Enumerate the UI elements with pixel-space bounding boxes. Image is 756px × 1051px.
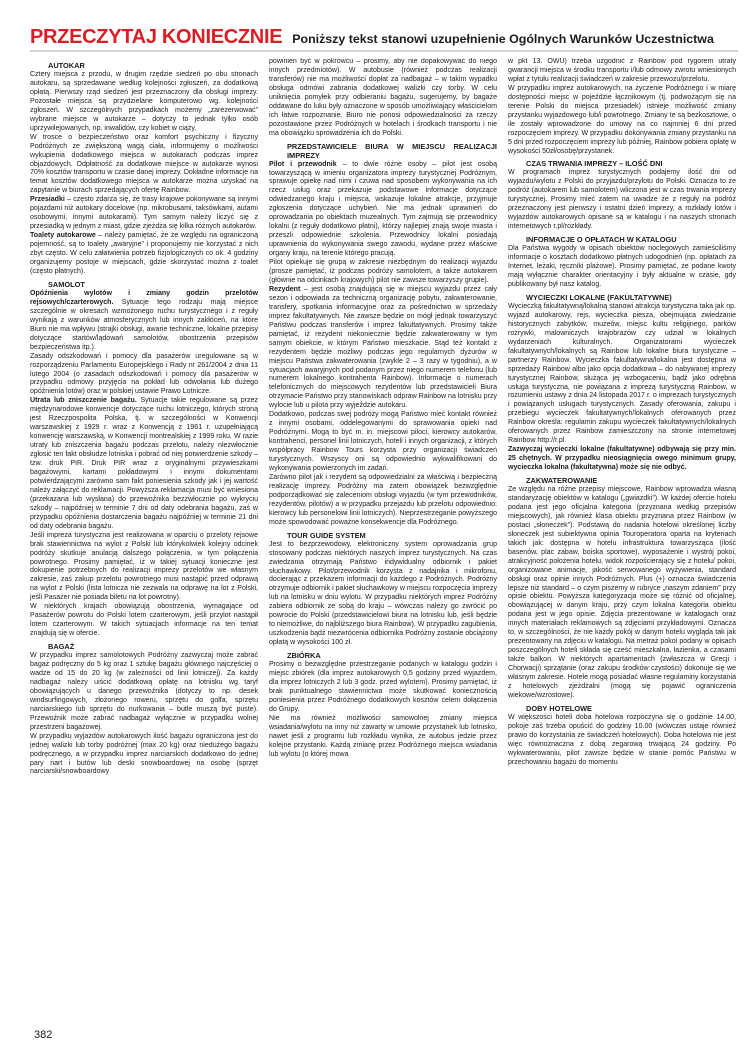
paragraph-text: W niektórych krajach obowiązują obostrzenia, wymagające od Pasażerów powrotu do Polski lotem czarterowym, jeśli przylot nastąpił lotem czarterowym. W takich sytuacjach informacje na ten temat znajdują się w ofercie. — [30, 603, 258, 638]
paragraph-text: Pilot opiekuje się grupą w zakresie niezbędnym do realizacji wyjazdu (prosze pamiętać, iż podczas podróży samolotem, a także autokarem (głównie na odcinkach krajowych) pilot nie zawsze towarzyszy grupie). — [269, 259, 497, 284]
paragraph-lead: Pilot i przewodnik — [269, 160, 337, 168]
section-heading: BAGAŻ — [48, 642, 75, 652]
page-subtitle: Poniższy tekst stanowi uzupełnienie Ogólnych Warunków Uczestnictwa — [292, 32, 714, 46]
paragraph-text: W przypadku wyjazdów autokarowych ilość bagażu ograniczona jest do jednej walizki lub torby podróżnej (max 20 kg) oraz niedużego bagażu podręcznego, a w przypadku imprez narciarskich dodatkowo do jednej pary nart i butów lub deski snowboardowej na osobę (sprzęt narciarski/snowboardowy — [30, 732, 258, 776]
column-right — [508, 58, 736, 1018]
page-title: PRZECZYTAJ KONIECZNIE — [30, 26, 283, 48]
paragraph-text: Zarówno pilot jak i rezydent są odpowiedzialni za właściwą i bezpieczną realizację imprezy. Podróżny ma zatem obowiązek bezwzględnie podporządkować się zaleceniom obsługi wyjazdu (w tym przewodników, rezydentów, pilotów) a w przypadku przejazdu lub przelotu odpowiednio: kierowcy lub personelowi linii lotniczych). Nieprzestrzeganie powyższego może spowodować poważne konsekwencje dla Podróżnego. — [269, 473, 497, 526]
paragraph-text: w pkt 13. OWU) trzeba uzgodnić z Rainbow pod rygorem utraty gwarancji miejsca w środku transportu i/lub odmowy zwrotu wniesionych wpłat z tytułu realizacji świadczeń w zakresie przewozu/przelotu. — [508, 58, 736, 83]
paragraph-text: Sytuacje tego rodzaju mają miejsce szczególnie w okresach wzmożonego ruchu turystycznego i z reguły wynikają z warunków atmosferycznych lub innych zakłóceń, na które Biuro nie ma wpływu (strajki obsługi, awarie techniczne, lokalne przepisy dotyczące startów/lądowań samolotów, obostrzenia przepisów bezpieczeństwa itp.). — [30, 298, 258, 351]
paragraph-text: Ze względu na różne przepisy miejscowe, Rainbow wprowadza własną standaryzację obiektów w katalogu („gwiazdki”). W każdej ofercie hotelu podana jest jego oficjalna kategoria (przyznana według przepisów miejscowych), jak również klasa obiektu przyznana przez Rainbow (w postaci „słoneczek”). Podstawą do nadania hotelowi określonej liczby słoneczek jest subiektywna opinia Touroperatora oparta na kryteriach takich jak: dostępna w hotelu infrastruktura towarzysząca (ilość basenów, plac zabaw, boiska sportowe), wyposażenie i wystrój pokoi, atrakcyjność położenia hotelu, widok rozpościerający się z hotelu/ pokoi, organizowane animacje, jakość serwowanego wyżywienia, standard obsługi oraz opinie innych Podróżnych. Plus (+) oznacza świadczenia lepsze niż standard – o czym piszemy w rubryce „naszym zdaniem” przy opisie obiektu. Powyższa kategoryzacja może się różnić od oficjalnej, obowiązującej w danym kraju, przy czym lokalna kategoria obiektu podana jest w jego opisie. Zdjęcia prezentowane w katalogach oraz innych materiałach reklamowych są zdjęciami przykładowymi. Oznacza to, w szczególności, że nie każdy pokój w danym hotelu wygląda tak jak prezentowany na zdjęciu w katalogu. Na metraż pokoi podany w opisach poszczególnych hoteli składa się cześć mieszkalna, łazienka, a czasami także balkon. W niektórych apartamentach (zwłaszcza w Grecji i Chorwacji) sprzątanie (oraz zakupu środków czystości) dokonuje się we własnym zakresie. Hotele mogą posiadać własne regulaminy korzystania z hotelowych zjeżdżalni (mogą się pojawić ograniczenia wiekowe/wzrostowe). — [508, 486, 736, 699]
paragraph — [30, 353, 258, 398]
paragraph-text: Wycieczką fakultatywną/lokalną stanowi atrakcja turystyczna taka jak np. wyjazd autokarowy, rejs, wycieczka piesza, obejmująca zwiedzanie historycznych zabytków, muzeów, miejsc kultu religijnego, parków rozrywki, malowniczych krajobrazów czy udział w lokalnych wydarzeniach kulturalnych. Organizatorami wycieczek fakultatywnych/lokalnych są Rainbow lub lokalne biura turystyczne – partnerzy Rainbow. Wycieczka fakultatywna/lokalna jest dostępna w sprzedaży Rainbow albo jako opcja dodatkowa – do nabywanej imprezy turystycznej Rainbow, służąca jej wzbogaceniu, bądź jako odrębna usługa turystyczna, nie powiązana z imprezą turystyczną Rainbow, w rozumieniu ustawy z dnia 24 listopada 2017 r. o imprezach turystycznych i powiązanych usługach turystycznych. Zasady oferowania, zakupu i przebiegu wycieczek fakultatywnych/lokalnych oferowanych przez Rainbow określa: regulamin zakupu wycieczek fakultatywnych/lokalnych oferowanych przez Rainbow zamieszczony na stronie internetowej Rainbow http://r.pl. — [508, 302, 736, 445]
paragraph-text: – jest osobą znajdującą się w miejscu wyjazdu przez cały sezon i odpowiada za techniczną organizację pobytu, zakwaterowanie, transfery, spotkania informacyjne oraz za pośrednictwo w sprzedaży imprez fakultatywnych. Nie zawsze będzie on mógł jednak towarzyszyć Państwu podczas transferów i imprez fakultatywnych. Prosimy także pamiętać, iż rezydent niekoniecznie będzie zakwaterowany w tym samym obiekcie, w którym Państwo mieszkacie. Stąd też kontakt z rezydentem będzie możliwy podczas jego regularnych dyżurów w miejscu Państwa zakwaterowania (zwykle 2 – 3 razy w tygodniu), a w sytuacjach awaryjnych pod podanym przez niego numerem telefonu (lub numerem lokalnego kontrahenta Rainbow). Informacje o numerach telefonicznych do miejscowych rezydentów lub przedstawicieli Biura otrzymacie Państwo przy stanowiskach odpraw Rainbow na lotnisku przy wylocie lub u pilota przy wyjeździe autokaru. — [269, 285, 497, 410]
section-heading: CZAS TRWANIA IMPREZY – ILOŚĆ DNI — [526, 159, 663, 169]
paragraph-text: W większości hoteli doba hotelowa rozpoczyna się o godzinie 14.00, pokoje zaś trzeba opuścić do godziny 10.00 (wówczas ustaje również prawo do korzystania ze świadczeń hotelowych). Doba hotelowa nie jest więc równoznaczna z dobą zegarową trwającą 24 godziny. Po wykwaterowaniu, pilot zawsze będzie w stanie pomóc Państwu w przechowaniu bagażu do momentu — [508, 713, 736, 766]
paragraph — [269, 715, 497, 760]
paragraph — [30, 532, 258, 604]
paragraph — [269, 474, 497, 528]
paragraph-lead: Przesiadki — [30, 196, 65, 204]
column-left — [30, 58, 258, 1018]
paragraph — [508, 714, 736, 768]
paragraph — [30, 652, 258, 733]
paragraph — [269, 259, 497, 286]
paragraph-text: Prosimy o bezwzględne przestrzeganie podanych w katalogu godzin i miejsc zbiórek (dla imprez autokarowych 0,5 godziny przed wyjazdem, dla imprez lotniczych 2 lub 3 godz. przed wylotem). Prosimy pamiętać, iż brak punktualnego stawiennictwa może skutkować koniecznością poniesienia przez Podróżnego dodatkowych kosztów celem dołączenia do Grupy. — [269, 661, 497, 713]
section-heading: TOUR GUIDE SYSTEM — [287, 530, 366, 540]
paragraph-lead: Opóźnienia wylotów i zmiany godzin przelotów rejsowych/czarterowych. — [30, 289, 258, 306]
section-heading: WYCIECZKI LOKALNE (FAKULTATYWNE) — [526, 292, 672, 302]
paragraph-text: Sytuacje takie regulowane są przez międzynarodowe konwencje dotyczące ruchu lotniczego, których stroną jest Rzeczpospolita Polska, tj. w szczególności w Konwencji warszawskiej z 1929 r. wraz z Konwencją z 1961 r. uzupełniającą konwencję warszawską, w Konwencji montrealskiej z 1999 roku. W razie utraty lub zniszczenia bagażu podczas przelotu, należy niezwłocznie zgłosić ten fakt obsłudze lotniska i pobrać od niej potwierdzenie szkody – tzw. druk PIR. Druk PIR wraz z oryginalnymi przywieszkami bagażowymi, kartami pokładowymi i innymi dokumentami potwierdzającymi zarówno sam fakt poniesienia szkody jak i jej wartość należy załączyć do reklamacji. Powyższa reklamacja musi być wniesiona (przekazana lub wysłana) do przewoźnika bezzwłocznie po wykryciu szkody – najpóźniej w terminie 7 dni od daty odebrania bagażu, zaś w przypadku opóźnienia dostarczenia bagażu najpóźniej w terminie 21 dni od daty odebrania bagażu. — [30, 397, 258, 530]
paragraph — [508, 169, 736, 232]
paragraph-text: Cztery miejsca z przodu, w drugim rzędzie siedzeń po obu stronach autokaru, są sprzedawane według kolejności zgłoszeń, za dodatkową opłatą. Pierwszy rząd siedzeń jest przeznaczony dla obsługi imprezy. Pozostałe miejsca są przydzielane komputerowo wg. kolejności zgłoszeń. W szczególnych przypadkach możemy „zarezerwować” wybrane miejsce w autokarze – dotyczy to jednak tylko osób uprzywilejowanych, np. inwalidów, czy kobiet w ciąży. — [30, 71, 258, 132]
paragraph-lead: Toalety autokarowe — [30, 232, 96, 240]
section-heading: DOBY HOTELOWE — [526, 703, 592, 713]
paragraph-text: W przypadku imprez autokarowych, na życzenie Podróżnego i w miarę dostępności miejsc w pojeździe łącznikowym (tj. podwożącym się na terenie Polski do miejsca przesiadek) istnieje możliwość zmiany przystanku wyjazdowego lub/i powrotnego. Zmiany te są bezkosztowe, o ile zostały wprowadzone do umowy na co najmniej 6 dni przed rozpoczęciem imprezy. W przypadku dokonywania zmiany przystanku na 5 dni przed rozpoczęciem imprezy lub później, Rainbow pobiera opłatę w wysokości 50zł/osobę/przystanek. — [508, 84, 736, 155]
paragraph — [508, 446, 736, 473]
paragraph — [508, 58, 736, 85]
section-heading: ZAKWATEROWANIE — [526, 476, 598, 486]
paragraph-text: – to dwie różne osoby – pilot jest osobą towarzyszącą w imieniu organizatora imprezy turystycznej Podróżnym, sprawuje opiekę nad nimi i czuwa nad sposobem wykonywania na ich rzecz usług oraz przekazuje podstawowe informacje dotyczące odwiedzanego kraju i miejsca, wskazuje lokalne atrakcje, przyjmuje zgłoszenia dotyczące uchybień. Nie ma jednak uprawnień do oprowadzania po obiektach muzealnych. Tym zajmują się przewodnicy lokalni (z reguły dodatkowo płatni), którzy najlepiej znają swoje miasta i przeszli odpowiednie szkolenia. Przewodnicy lokalni posiadają uprawnienia do wykonywania swego zawodu, wydane przez właściwe organy kraju, na terenie którego pracują. — [269, 160, 497, 258]
paragraph — [269, 411, 497, 474]
paragraph-text: Dla Państwa wygody w opisach obiektów noclegowych zamieściliśmy informacje o kosztach dodatkowo płatnych udogodnień (np. opłatach za Internet, leżaki, ręczniki plażowe). Prosimy pamiętać, że podane kwoty mają wyłącznie charakter orientacyjny i były aktualne w czasie, gdy publikowany był nasz katalog. — [508, 245, 736, 288]
section-heading: PRZEDSTAWICIELE BIURA W MIEJSCU REALIZACJI IMPREZY — [287, 141, 497, 160]
paragraph — [269, 161, 497, 259]
section-heading: SAMOLOT — [48, 279, 85, 289]
paragraph — [30, 603, 258, 639]
header — [30, 22, 738, 52]
paragraph-text: – często zdarza się, że trasy krajowe pokonywane są innymi pojazdami niż autokary docelowe (np. mikrobusami, taksówkami, autami osobowymi, innymi autokarami). Tym samym należy liczyć się z przesiadką w jednym z miast, gdzie zjeżdża się kilka różnych autokarów. — [30, 196, 258, 231]
section-heading: ZBIÓRKA — [287, 651, 321, 661]
paragraph — [30, 196, 258, 232]
paragraph-text: Dodatkowo, podczas swej podróży mogą Państwo mieć kontakt również z innymi osobami, oddelegowanymi do sprawowania opieki nad Podróżnymi. Mogą to być m. in. miejscowi piloci, kierowcy autokarów, kontrahenci, personel linii lotniczych, hoteli i innych organizacji, z których współpracy Rainbow Tours korzysta przy organizacji świadczeń turystycznych. Wszyscy oni są odpowiednio wykwalifikowani do wykonywania powierzonych im zadań. — [269, 411, 497, 472]
paragraph-text: Jest to bezprzewodowy, elektroniczny system oprowadzania grup stosowany podczas niektórych naszych imprez turystycznych. Na czas zwiedzania otrzymają Państwo indywidualny odbiornik i pakiet słuchawkowy. Pilot/przewodnik korzysta z nadajnika i mikrofonu, docierając z przekazem informacji do każdego z Podróżnych. Podróżny otrzymuje odbiornik i pakiet słuchawkowy w miejscu rozpoczęcia imprezy lub na lotnisku w dniu wylotu. W przypadku niektórych imprez Podróżny zabiera odbiornik ze sobą do kraju – wówczas należy go zwrócić po powrocie do Polski (przedstawicielowi biura na lotnisku lub, jeśli będzie to niemożliwe, do najbliższego biura Rainbow). W przypadku zagubienia, uszkodzenia bądź niezwrócenia odbiornika Podróżny zostanie obciążony opłatą w wysokości 100 zł. — [269, 540, 497, 647]
paragraph-lead: Utrata lub zniszczenie bagażu. — [30, 397, 137, 405]
paragraph-text: W trosce o bezpieczeństwo oraz komfort psychiczny i fizyczny Podróżnych ze zwiększoną wagą ciała, informujemy o możliwości wykupienia dodatkowego miejsca w autokarach podczas imprez objazdowych. Odpłatność za dodatkowe miejsce w autokarze wynosi 70% kosztów transportu w czasie danej imprezy. Dokładne informacje na temat kosztów dodatkowego miejsca w autokarze można uzyskać na zapytanie w biurach sprzedających ofertę Rainbow. — [30, 133, 258, 195]
paragraph — [508, 486, 736, 701]
paragraph-text: powinien być w pokrowcu – prosimy, aby nie dopakowywać do niego innych przedmiotów). W autobusie (również podczas realizacji transferów) nie ma możliwości dopłat za nadbagaż – w takim wypadku obsługa odmówi zabrania dodatkowej walizki czy torby. W celu uniknięcia pomyłek przy odbieraniu bagażu, sugerujemy, by bagaże oddawane do luku były oznaczone w sposób umożliwiający właścicielom ich łatwe rozpoznanie. Biuro nie ponosi odpowiedzialności za rzeczy pozostawione przez Podróżnych w hotelach i środkach transportu i nie ma obowiązku sprowadzenia ich do Polski. — [269, 58, 497, 137]
paragraph-text: W przypadku imprez samolotowych Podróżny zazwyczaj może zabrać bagaż podręczny do 5 kg oraz 1 sztukę bagażu głównego najczęściej o wadze od 15 do 20 kg (w zależności od linii lotniczej). Za każdy nadbagaż należy uiścić dodatkową opłatę na lotnisku wg taryf obowiązujących u danego przewoźnika (dotyczy to np. desek windsurfingowych, złożonego roweru, sprzętu do golfa, sprzętu narciarskiego lub sprzętu do nurkowania – butle muszą być puste). Przewoźnik może zabrać nadbagaż wyłącznie w przypadku wolnej przestrzeni bagażowej. — [30, 652, 258, 731]
paragraph — [30, 733, 258, 778]
page-number: 382 — [34, 1029, 53, 1041]
paragraph — [269, 541, 497, 648]
paragraph — [30, 397, 258, 531]
paragraph-text: Nie ma również możliwości samowolnej zmiany miejsca wsiadania/wylotu na inny niż zawarty w umowie przystanek lub lotnisko, nawet jeśli z programu lub rozkładu wynika, że autobus jedzie przez kolejne przystanki. Każdą zmianę przez Podróżnego miejsca wsiadania lub wylotu (o której mowa — [269, 714, 497, 758]
columns — [30, 58, 738, 1018]
paragraph-text: Zasady odszkodowań i pomocy dla pasażerów uregulowane są w rozporządzeniu Parlamentu Europejskiego i Rady nr 261/2004 z dnia 11 lutego 2004 (o zasadach odszkodowań i pomocy dla pasażerów w przypadku odmowy przyjęcia na pokład lub odwołania lub dużego opóźnienia lotów) oraz w polskiej ustawie Prawo Lotnicze. — [30, 352, 258, 396]
paragraph — [269, 58, 497, 139]
paragraph — [269, 661, 497, 715]
paragraph — [508, 85, 736, 157]
paragraph-lead: Rezydent — [269, 285, 301, 293]
paragraph-lead: Zazwyczaj wycieczki lokalne (fakultatywne) odbywają się przy min. 25 chętnych. W przypadku nieosiągnięcia owego minimum grupy, wycieczka lokalna (fakultatywna) może się nie odbyć. — [508, 446, 736, 472]
section-heading: AUTOKAR — [48, 61, 85, 70]
paragraph — [30, 134, 258, 197]
paragraph — [508, 245, 736, 290]
paragraph — [30, 290, 258, 353]
paragraph — [30, 232, 258, 277]
paragraph — [30, 71, 258, 134]
page — [30, 22, 738, 1034]
paragraph-text: W programach imprez turystycznych podajemy ilość dni od wyjazdu/wylotu z Polski do przyjazdu/przylotu do Polski. Oznacza to że podróż (autokarem lub samolotem) wliczona jest w czas trwania imprezy turystycznej. Prosimy mieć zatem na uwadze że z reguły na podróż przeznaczony jest pierwszy i ostatni dzień imprezy, a rozkłady lotów i wyjazdów autokarowych opisane są w katalogu i na naszych stronach internetowych r.pl/rozkłady. — [508, 169, 736, 231]
paragraph — [269, 286, 497, 411]
paragraph-text: Jeśli impreza turystyczna jest realizowana w oparciu o przeloty rejsowe brak stawiennictwa na wylot z Polski lub którykolwiek kolejny odcinek podróży skutkuje anulacją dalszego połączenia, w tym połączenia powrotnego. Prosimy pamiętać, iż w takiej sytuacji konieczne jest dokupienie potrzebnych do realizacji imprezy przelotów we własnym zakresie, zaś zakup przelotu powrotnego musi nastąpić przed odprawą na wylot z Polski (lista lotnicza nie zezwala na odprawę na lot z Polski, jeśli Pasażer nie posiada biletu na lot powrotny). — [30, 531, 258, 602]
section-heading: INFORMACJE O OPŁATACH W KATALOGU — [526, 235, 677, 245]
paragraph — [508, 303, 736, 446]
paragraph-text: – należy pamiętać, że ze względu na ograniczoną pojemność, są to toalety „awaryjne” i proponujemy nie korzystać z nich zbyt często. W celu załatwienia potrzeb fizjologicznych co ok. 4 godziny organizujemy postoje w miejscach, gdzie skorzystać można z toalet (często płatnych). — [30, 232, 258, 275]
column-middle — [269, 58, 497, 1018]
